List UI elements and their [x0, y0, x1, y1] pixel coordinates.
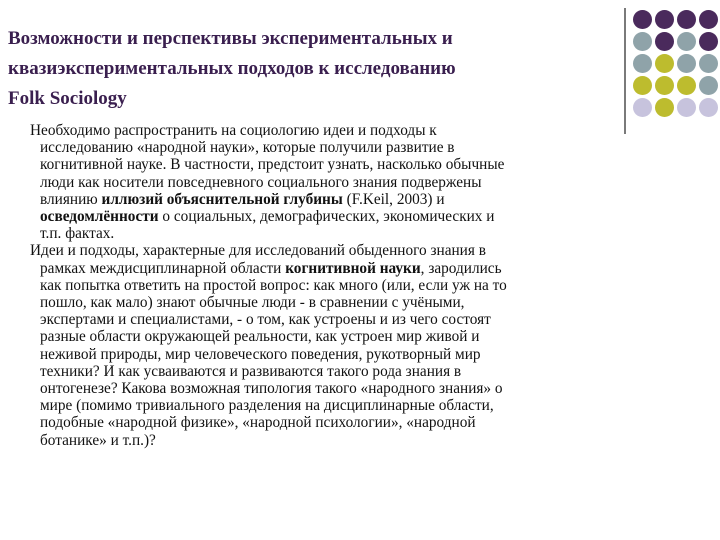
text-line — [42, 363, 630, 380]
text-line — [42, 311, 630, 328]
text-run: Идеи и подходы, характерные для исследований обыденного знания в — [30, 242, 486, 260]
text-line — [30, 242, 630, 260]
decorative-dot — [677, 54, 696, 73]
text-run: ботанике» и т.п.)? — [40, 431, 156, 449]
text-line — [42, 156, 630, 173]
decorative-dot — [633, 98, 652, 117]
decorative-dot — [633, 10, 652, 29]
text-run: (F.Keil, 2003) и — [342, 190, 445, 208]
decorative-dot — [655, 98, 674, 117]
decorative-dot — [699, 54, 718, 73]
title-line: Возможности и перспективы экспериментальных и — [8, 28, 453, 49]
text-line — [42, 380, 630, 397]
decorative-dot-grid — [633, 10, 715, 120]
emphasized-term: осведомлённости — [40, 208, 159, 226]
decorative-dot — [677, 98, 696, 117]
text-run: исследованию «народной науки», которые получили развитие в — [40, 139, 455, 157]
paragraph-2 — [30, 242, 630, 448]
decorative-dot — [699, 10, 718, 29]
emphasized-term: иллюзий объяснительной глубины — [101, 190, 343, 208]
text-run: неживой природы, мир человеческого поведения, рукотворный мир — [40, 345, 481, 363]
text-line — [42, 225, 630, 242]
text-run: разные области окружающей реальности, как устроен мир живой и — [40, 328, 480, 346]
paragraph-1 — [30, 122, 630, 242]
decorative-dot — [633, 32, 652, 51]
decorative-dot — [699, 76, 718, 95]
text-line — [42, 277, 630, 294]
text-line — [42, 294, 630, 311]
text-run: люди как носители повседневного социального знания подвержены — [40, 173, 482, 191]
text-run: онтогенезе? Какова возможная типология такого «народного знания» о — [40, 380, 503, 398]
text-line — [42, 260, 630, 277]
text-line — [42, 139, 630, 156]
text-run: , зародились — [420, 259, 502, 277]
text-run: влиянию — [40, 190, 102, 208]
text-run: т.п. фактах. — [40, 225, 115, 243]
text-run: мире (помимо тривиального разделения на дисциплинарные области, — [40, 397, 494, 415]
text-run: Необходимо распространить на социологию идеи и подходы к — [30, 122, 437, 139]
text-line — [42, 174, 630, 191]
title-line: Folk Sociology — [8, 88, 127, 109]
text-line — [42, 328, 630, 345]
text-line — [30, 122, 630, 139]
text-line — [42, 397, 630, 414]
text-run: подобные «народной физике», «народной психологии», «народной — [40, 414, 476, 432]
slide-title — [8, 24, 608, 114]
decorative-dot — [633, 54, 652, 73]
text-run: техники? И как усваиваются и развиваются такого рода знания в — [40, 362, 462, 380]
text-line — [42, 432, 630, 449]
text-line — [42, 191, 630, 208]
decorative-dot — [699, 98, 718, 117]
decorative-dot — [655, 32, 674, 51]
text-run: как попытка ответить на простой вопрос: как много (или, если уж на то — [40, 276, 507, 294]
text-run: рамках междисциплинарной области — [40, 259, 286, 277]
decorative-dot — [655, 10, 674, 29]
title-line: квазиэкспериментальных подходов к исследованию — [8, 58, 456, 79]
decorative-dot — [633, 76, 652, 95]
decorative-dot — [699, 32, 718, 51]
decorative-dot — [677, 76, 696, 95]
decorative-dot — [677, 10, 696, 29]
slide-body — [30, 122, 630, 449]
decorative-dot — [655, 54, 674, 73]
text-run: экспертами и специалистами, - о том, как устроены и из чего состоят — [40, 311, 491, 329]
text-run: пошло, как мало) знают обычные люди - в сравнении с учёными, — [40, 294, 465, 312]
text-run: о социальных, демографических, экономических и — [158, 208, 495, 226]
text-line — [42, 346, 630, 363]
text-line — [42, 414, 630, 431]
text-run: когнитивной науке. В частности, предстоит узнать, насколько обычные — [40, 156, 505, 174]
emphasized-term: когнитивной науки — [285, 259, 421, 277]
title-divider — [624, 8, 626, 134]
decorative-dot — [655, 76, 674, 95]
text-line — [42, 208, 630, 225]
decorative-dot — [677, 32, 696, 51]
